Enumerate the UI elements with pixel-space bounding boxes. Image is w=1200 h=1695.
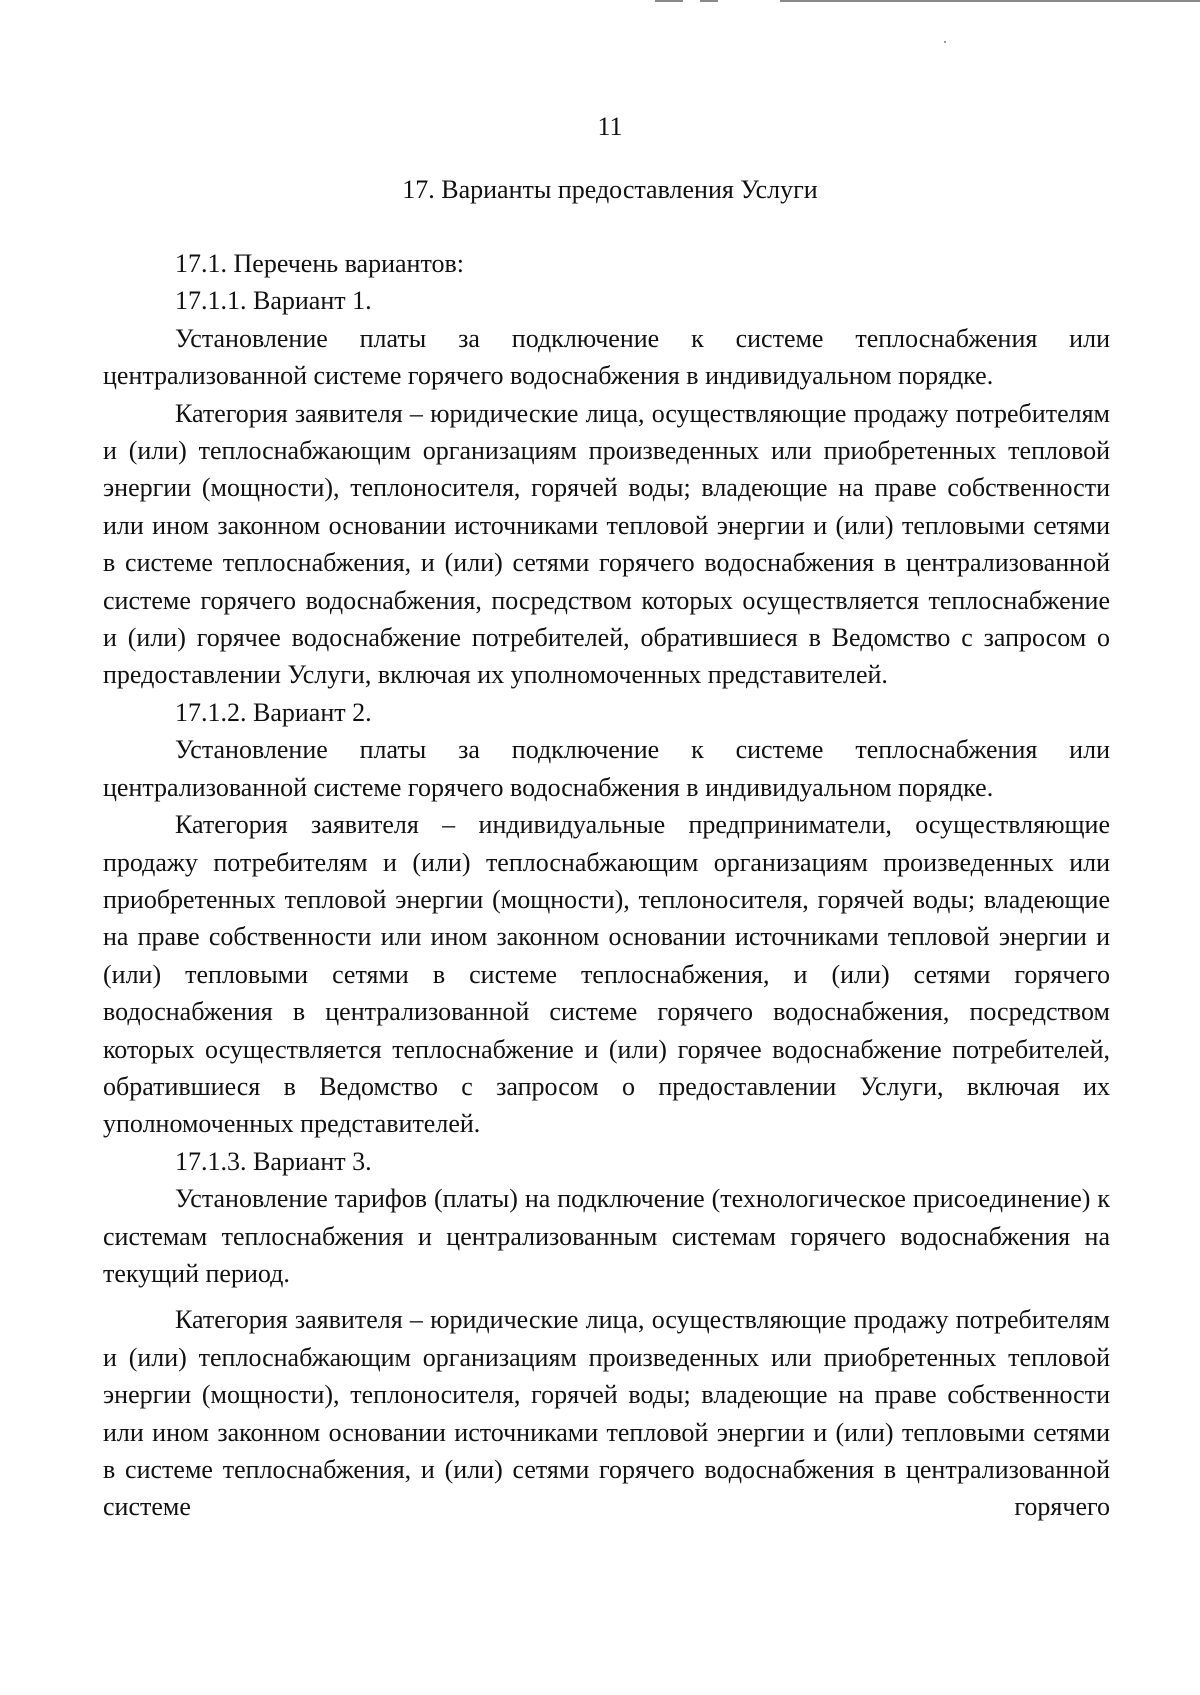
variant-2-description: Установление платы за подключение к системе теплоснабжения или централизованной системе горячего водоснабжения в индивидуальном порядке.	[103, 735, 1110, 802]
scan-artifact-line	[700, 0, 718, 2]
variant-3-applicant-category: Категория заявителя – юридические лица, осуществляющие продажу потребителям и (или) теплоснабжающим организациям произведенных или приобретенных тепловой энергии (мощности), теплоносителя, горячей воды; владеющие на праве собственности или ином законном основании источниками тепловой энергии и (или) тепловыми сетями в системе теплоснабжения, и (или) сетями горячего водоснабжения в централизованной системе горячего	[103, 1305, 1110, 1522]
variant-1-applicant-category: Категория заявителя – юридические лица, осуществляющие продажу потребителям и (или) теплоснабжающим организациям произведенных или приобретенных тепловой энергии (мощности), теплоносителя, горячей воды; владеющие на праве собственности или ином законном основании источниками тепловой энергии и (или) тепловыми сетями в системе теплоснабжения, и (или) сетями горячего водоснабжения в централизованной системе горячего водоснабжения, посредством которых осуществляется теплоснабжение и (или) горячее водоснабжение потребителей, обратившиеся в Ведомство с запросом о предоставлении Услуги, включая их уполномоченных представителей.	[103, 398, 1110, 690]
variant-1-title: 17.1.1. Вариант 1.	[175, 286, 372, 316]
variant-3-description: Установление тарифов (платы) на подключение (технологическое присоединение) к системам теплоснабжения и централизованным системам горячего водоснабжения на текущий период.	[103, 1184, 1110, 1288]
scan-artifact-speck	[944, 41, 946, 43]
section-heading: 17. Варианты предоставления Услуги	[402, 175, 818, 204]
page-number: 11	[597, 112, 623, 141]
variant-1-description: Установление платы за подключение к системе теплоснабжения или централизованной системе горячего водоснабжения в индивидуальном порядке.	[103, 323, 1110, 391]
variant-2-applicant-category: Категория заявителя – индивидуальные предприниматели, осуществляющие продажу потребителям и (или) теплоснабжающим организациям произведенных или приобретенных тепловой энергии (мощности), теплоносителя, горячей воды; владеющие на праве собственности или ином законном основании источниками тепловой энергии и (или) тепловыми сетями в системе теплоснабжения, и (или) сетями горячего водоснабжения в централизованной системе горячего водоснабжения, посредством которых осуществляется теплоснабжение и (или) горячее водоснабжение потребителей, обратившиеся в Ведомство с запросом о предоставлении Услуги, включая их уполномоченных представителей.	[103, 810, 1110, 1139]
variant-3-title: 17.1.3. Вариант 3.	[175, 1146, 372, 1176]
scan-artifact-line	[655, 0, 683, 2]
variant-2-title: 17.1.2. Вариант 2.	[175, 697, 372, 727]
document-body	[103, 245, 1110, 1526]
subsection-title-list: 17.1. Перечень вариантов:	[175, 249, 464, 278]
scan-artifact-line	[780, 0, 1200, 2]
